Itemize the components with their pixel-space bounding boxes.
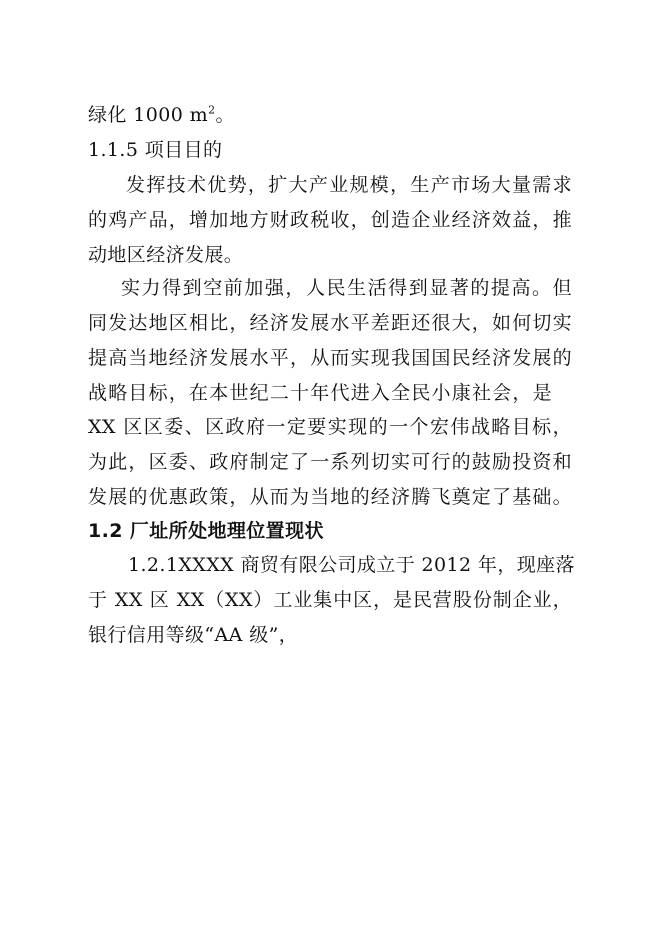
development-line-1: 实力得到空前加强，人民生活得到显著的提高。但 <box>121 277 572 299</box>
section-heading-1-2: 1.2 厂址所处地理位置现状 <box>88 520 324 542</box>
development-line-6: 为此，区委、政府制定了一系列切实可行的鼓励投资和 <box>88 451 572 473</box>
development-line-5: XX 区区委、区政府一定要实现的一个宏伟战略目标， <box>88 416 572 438</box>
section-heading-1-1-5: 1.1.5 项目目的 <box>88 139 223 161</box>
intro-superscript: 2 <box>208 103 216 117</box>
development-line-2: 同发达地区相比，经济发展水平差距还很大，如何切实 <box>88 312 572 334</box>
intro-text: 绿化 1000 m <box>88 104 209 126</box>
development-line-4: 战略目标，在本世纪二十年代进入全民小康社会，是 <box>88 382 552 404</box>
development-line-7: 发展的优惠政策，从而为当地的经济腾飞奠定了基础。 <box>88 486 572 508</box>
purpose-line-1: 发挥技术优势，扩大产业规模，生产市场大量需求 <box>126 174 572 196</box>
purpose-line-3: 动地区经济发展。 <box>88 244 244 266</box>
intro-punctuation: 。 <box>215 104 235 126</box>
location-line-1: 1.2.1XXXX 商贸有限公司成立于 2012 年，现座落 <box>128 554 575 576</box>
location-line-2: 于 XX 区 XX（XX）工业集中区，是民营股份制企业， <box>88 589 572 611</box>
purpose-line-2: 的鸡产品，增加地方财政税收，创造企业经济效益，推 <box>88 209 572 231</box>
intro-line <box>88 98 235 132</box>
location-line-3: 银行信用等级“AA 级”， <box>88 624 299 646</box>
development-line-3: 提高当地经济发展水平，从而实现我国国民经济发展的 <box>88 347 572 369</box>
